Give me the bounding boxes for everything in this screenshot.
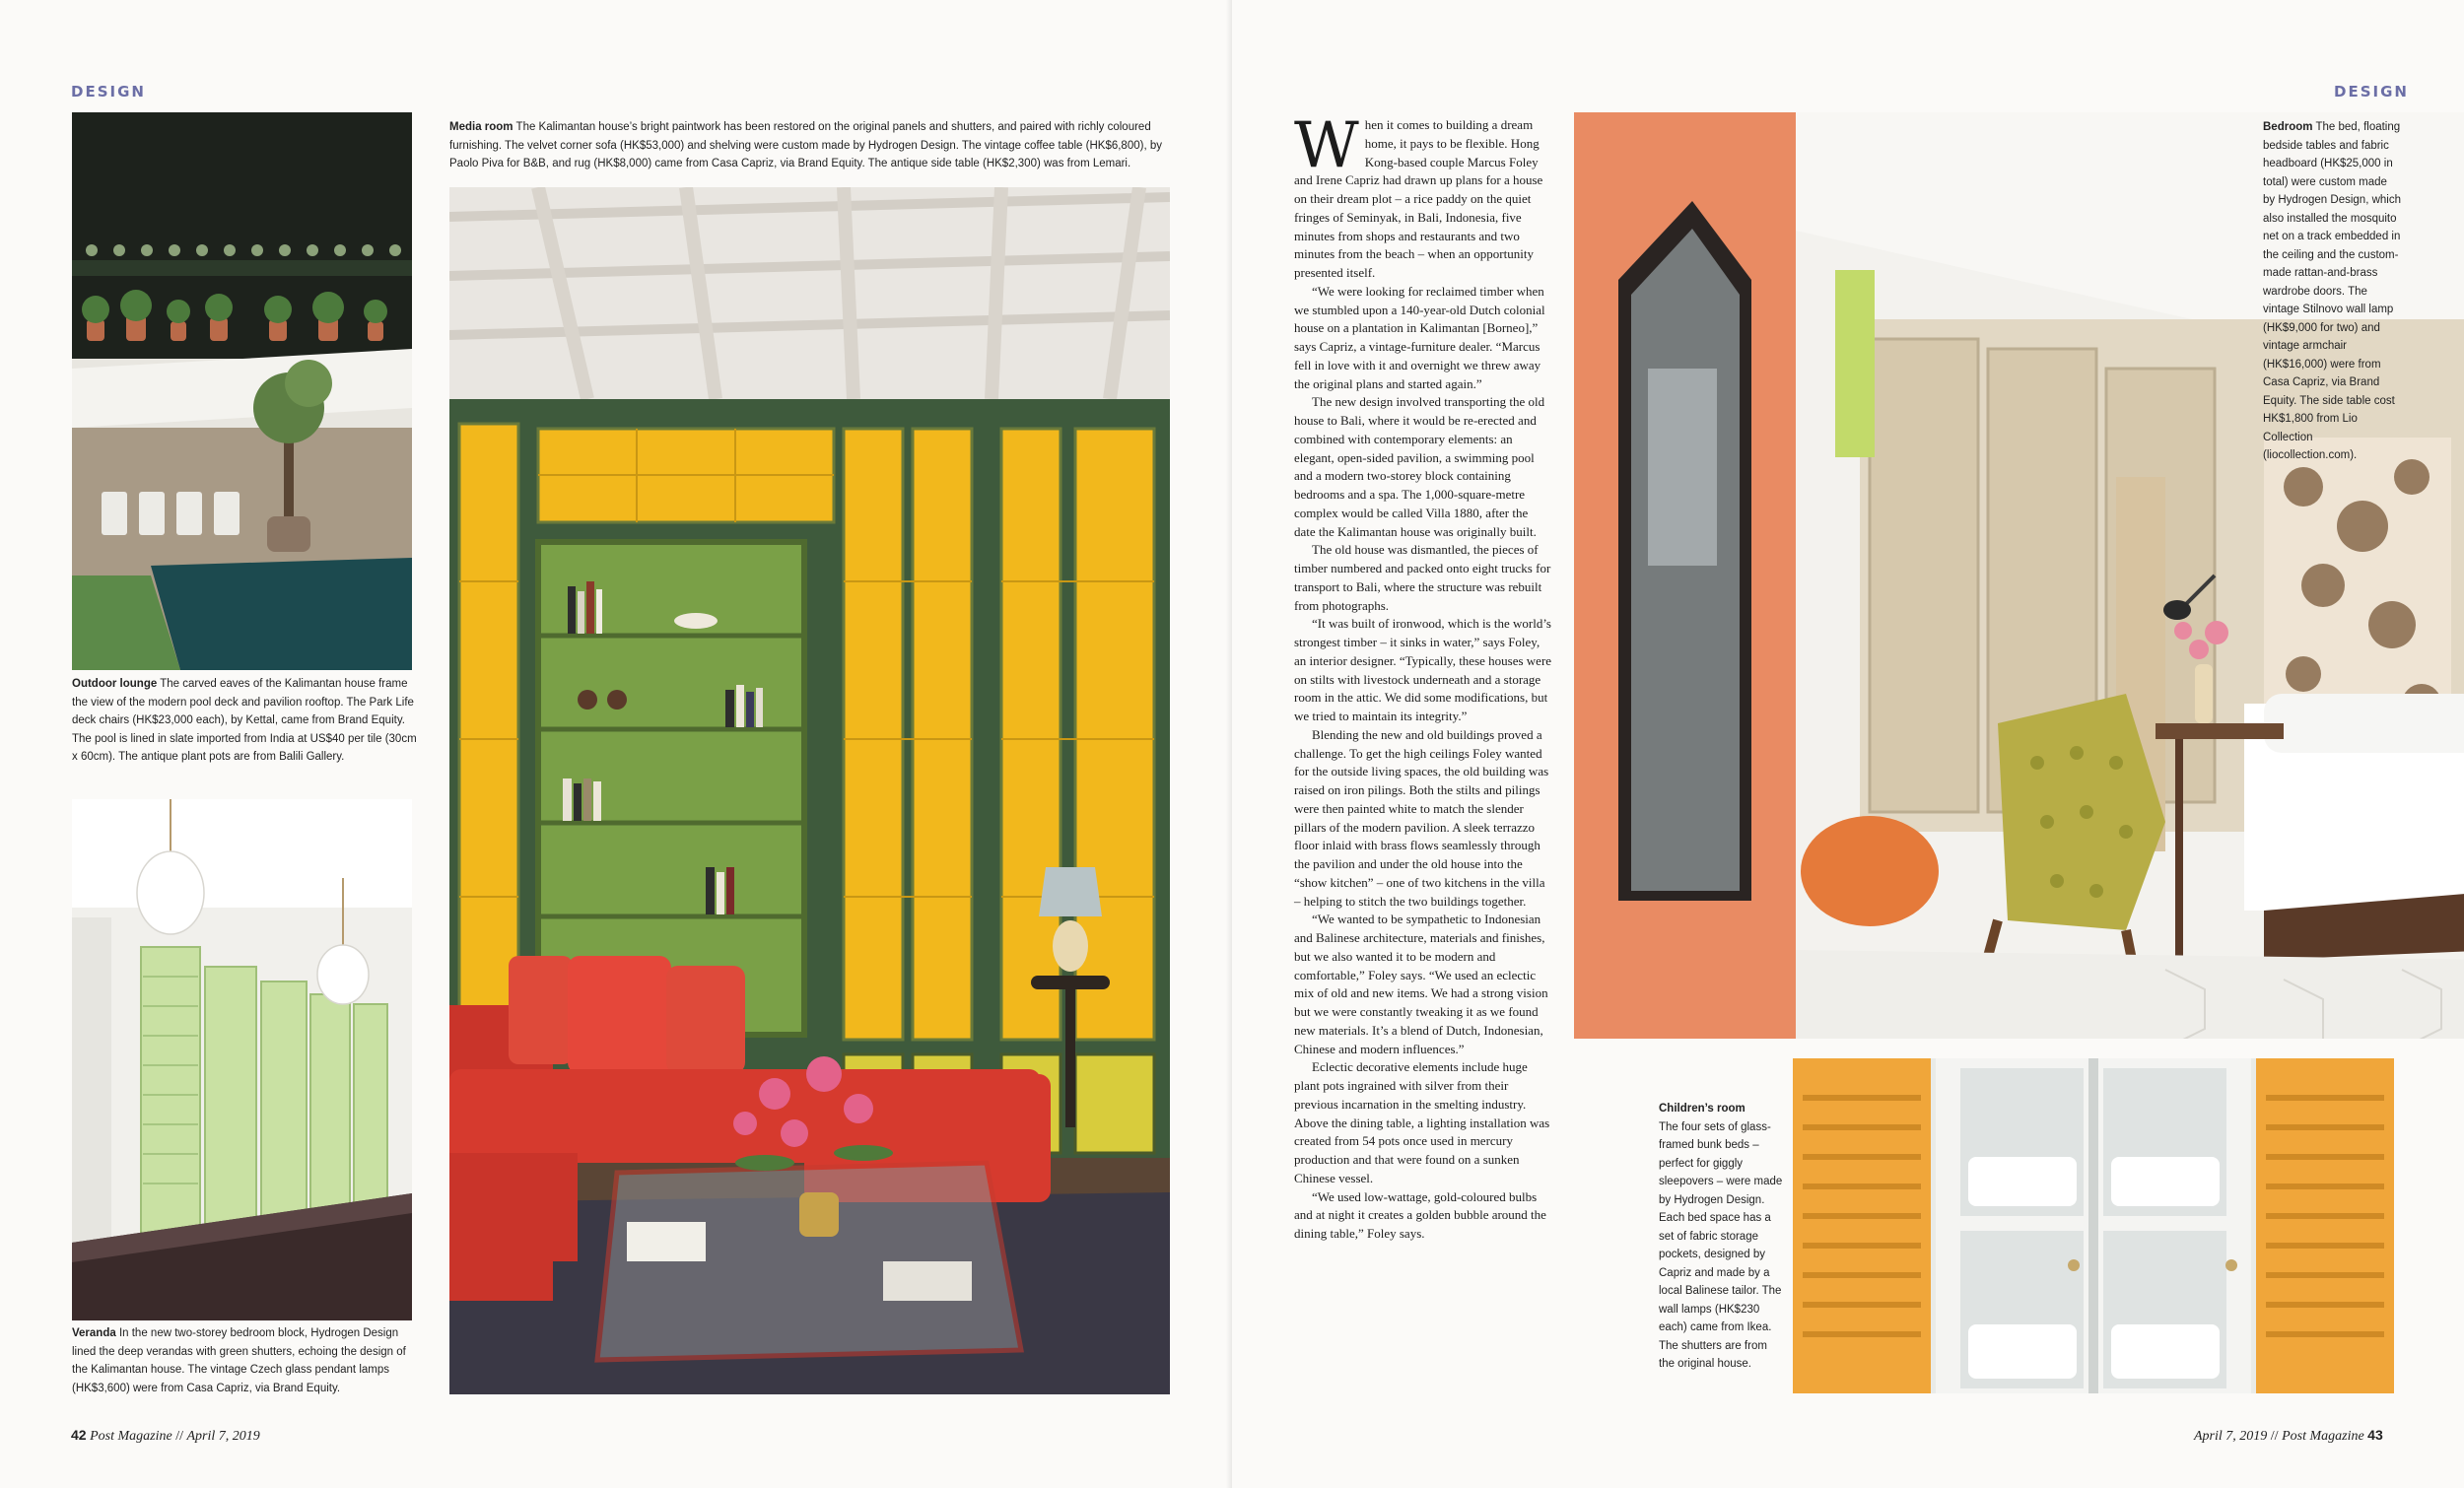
dropcap: W: [1294, 109, 1359, 182]
caption-outdoor-lounge-title: Outdoor lounge: [72, 678, 158, 690]
article-paragraph-3: The new design involved transporting the old house to Bali, where it would be re-erected and combined with contemporary elements: an elegant, open-sided pavilion, a swimming pool and a modern two-storey block containing bedrooms and a spa. The 1,000-square-metre complex would be called Villa 1880, after the date the Kalimantan house was originally built.: [1294, 394, 1545, 539]
photo-outdoor-lounge: [72, 112, 412, 670]
caption-childrens-room: [1659, 1100, 1785, 1374]
article-body: [1294, 109, 1552, 1244]
childrens-room-illustration: [1793, 1058, 2394, 1393]
article-paragraph-6: Blending the new and old buildings proved a challenge. To get the high ceilings Foley wanted for the outside living spaces, the old building was raised on iron pilings. Both the stilts and pilings were then painted white to match the slender pillars of the modern pavilion. A sleek terrazzo floor inlaid with brass flows seamlessly through the pavilion and under the old house into the “show kitchen” – one of two kitchens in the villa – helping to stitch the two buildings together.: [1294, 726, 1549, 909]
caption-outdoor-lounge: [72, 675, 417, 767]
article-paragraph-4: The old house was dismantled, the pieces of timber numbered and packed onto eight trucks for transport to Bali, where the structure was rebuilt from photographs.: [1294, 542, 1551, 613]
article-paragraph-9: “We used low-wattage, gold-coloured bulbs and at night it creates a golden bubble around the dining table,” Foley says.: [1294, 1188, 1546, 1241]
caption-bedroom-text: The bed, floating bedside tables and fabric headboard (HK$25,000 in total) were custom made by Hydrogen Design, which also installed the mosquito net on a track embedded in the ceiling and the custom-made rattan-and-brass wardrobe doors. The vintage Stilnovo wall lamp (HK$9,000 for two) and vintage armchair (HK$16,000) were from Casa Capriz, via Brand Equity. The side table cost HK$1,800 from Lio Collection (liocollection.com).: [2263, 121, 2401, 461]
caption-bedroom: [2263, 118, 2401, 465]
outdoor-lounge-illustration: [72, 112, 412, 670]
right-page: [1232, 0, 2464, 1488]
article-paragraph-2: “We were looking for reclaimed timber when we stumbled upon a 140-year-old Dutch colonial house on a plantation in Kalimantan [Borneo],” says Capriz, a vintage-furniture dealer. “Marcus fell in love with it and overnight we threw away the original plans and started again.”: [1294, 283, 1545, 391]
caption-media-room-text: The Kalimantan house’s bright paintwork has been restored on the original panels and shutters, and paired with richly coloured furnishing. The velvet corner sofa (HK$53,000) and shelving were custom made by Hydrogen Design. The vintage coffee table (HK$6,800), by Paolo Piva for B&B, and rug (HK$8,000) came from Casa Capriz, via Brand Equity. The antique side table (HK$2,300) was from Lemari.: [449, 121, 1162, 169]
issue-date-left: April 7, 2019: [186, 1429, 260, 1444]
publication-name-right: Post Magazine: [2282, 1429, 2364, 1444]
photo-veranda: [72, 799, 412, 1320]
photo-childrens-room: [1793, 1058, 2394, 1393]
caption-veranda-text: In the new two-storey bedroom block, Hydrogen Design lined the deep verandas with green shutters, echoing the design of the Kalimantan house. The vintage Czech glass pendant lamps (HK$3,600) were from Casa Capriz, via Brand Equity.: [72, 1327, 406, 1394]
caption-childrens-room-title: Children’s room: [1659, 1103, 1745, 1115]
article-paragraph-5: “It was built of ironwood, which is the world’s strongest timber – it sinks in water,” says Foley, an interior designer. “Typically, these houses were on stilts with livestock underneath and a storage room in the attic. We did some modifications, but we tried to maintain its integrity.”: [1294, 616, 1552, 723]
caption-media-room-title: Media room: [449, 121, 513, 133]
article-paragraph-1: [1294, 109, 1552, 283]
article-paragraph-1-text: hen it comes to building a dream home, it pays to be flexible. Hong Kong-based couple Marcus Foley and Irene Capriz had drawn up plans for a house on their dream plot – a rice paddy on the quiet fringes of Seminyak, in Bali, Indonesia, five minutes from shops and restaurants and two minutes from the beach – when an opportunity presented itself.: [1294, 117, 1543, 280]
veranda-illustration: [72, 799, 412, 1320]
folio-left: [71, 1427, 260, 1445]
caption-outdoor-lounge-text: The carved eaves of the Kalimantan house frame the view of the modern pool deck and pavilion rooftop. The Park Life deck chairs (HK$23,000 each), by Kettal, came from Brand Equity. The pool is lined in slate imported from India at US$40 per tile (30cm x 60cm). The antique plant pots are from Balili Gallery.: [72, 678, 417, 763]
article-paragraph-7: “We wanted to be sympathetic to Indonesian and Balinese architecture, materials and finishes, but we also wanted it to be modern and comfortable,” Foley says. “We used an eclectic mix of old and new items. We had a strong vision but we were constantly tweaking it as we found new materials. It’s a blend of Dutch, Indonesian, Chinese and modern influences.”: [1294, 912, 1548, 1056]
caption-veranda: [72, 1324, 417, 1397]
folio-right: [2194, 1427, 2383, 1445]
article-paragraph-8: Eclectic decorative elements include huge plant pots ingrained with silver from their previous incarnation in the smelting industry. Above the dining table, a lighting installation was created from 54 pots once used in mercury production and that were found on a sunken Chinese vessel.: [1294, 1059, 1550, 1185]
page-number-right: 43: [2367, 1427, 2383, 1443]
media-room-illustration: [449, 187, 1170, 1394]
folio-separator-right: //: [2270, 1429, 2279, 1444]
caption-media-room: [449, 118, 1169, 173]
page-number-left: 42: [71, 1427, 87, 1443]
photo-media-room: [449, 187, 1170, 1394]
issue-date-right: April 7, 2019: [2194, 1429, 2268, 1444]
caption-childrens-room-text: The four sets of glass-framed bunk beds – perfect for giggly sleepovers – were made by Hydrogen Design. Each bed space has a set of fabric storage pockets, designed by Capriz and made by a local Balinese tailor. The wall lamps (HK$230 each) came from Ikea. The shutters are from the original house.: [1659, 1120, 1783, 1370]
folio-separator-left: //: [175, 1429, 183, 1444]
publication-name-left: Post Magazine: [90, 1429, 172, 1444]
caption-bedroom-title: Bedroom: [2263, 121, 2313, 133]
section-label-right: DESIGN: [2334, 83, 2409, 101]
caption-veranda-title: Veranda: [72, 1327, 116, 1339]
section-label-left: DESIGN: [71, 83, 146, 101]
